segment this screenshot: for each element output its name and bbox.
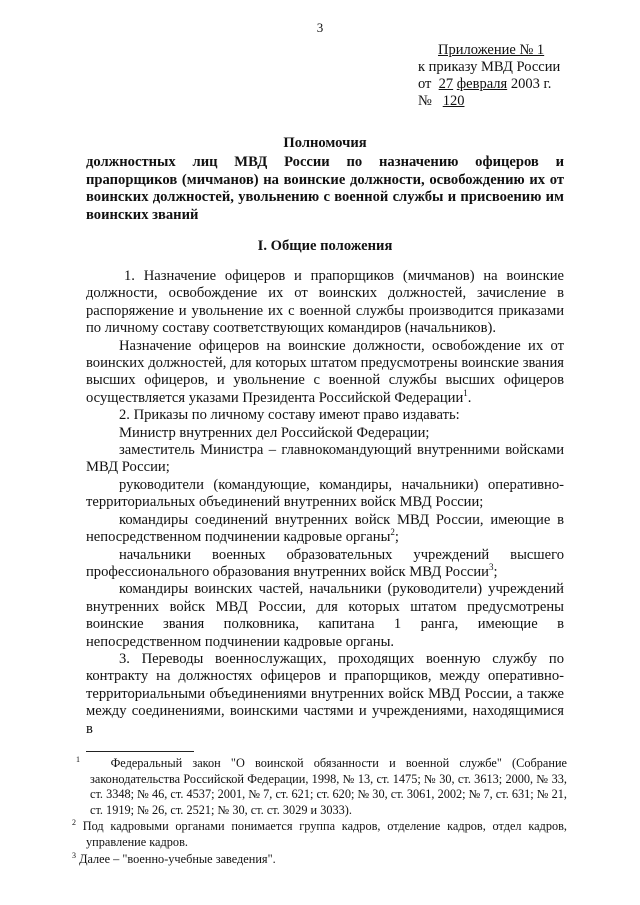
paragraph — [86, 512, 564, 547]
footnote-ref: 3 — [488, 562, 494, 573]
paragraph: 3. Переводы военнослужащих, проходящих военную службу по контракту на должностях офицеров и прапорщиков, между оперативно-территориальными объединениями внутренних войск МВД России, а также между соединениями, воинскими частями и учреждениями, находящимися в — [86, 650, 564, 737]
appendix-number-prefix: № — [418, 93, 432, 109]
paragraph-end: ; — [394, 529, 399, 546]
paragraph-text: Назначение офицеров на воинские должности, освобождение их от воинских должностей, для которых штатом предусмотрены воинские звания высших офицеров, и увольнение с военной службы высших офицеров осуществляется указами Президента Российской Федерации — [86, 337, 564, 406]
document-title: Полномочия — [283, 135, 367, 151]
footnote-text: Федеральный закон "О воинской обязанности и военной службе" (Собрание законодательства Российской Федерации, 1998, № 13, ст. 1475; № 30, ст. 3613; 2000, № 33, ст. 3348; № 46, ст. 4537; 2001, № 7, ст. 621; ст. 620; № 30, ст. 3061, 2002; № 7, ст. 631; № 21, ст. 1919; № 26, ст. 2521; № 30, ст. ст. 3029 и 3033). — [90, 756, 567, 817]
footnote-divider — [86, 751, 194, 752]
footnote-ref: 1 — [463, 387, 468, 398]
footnote-mark: 3 — [72, 850, 76, 860]
document-subtitle: должностных лиц МВД России по назначению офицеров и прапорщиков (мичманов) на воинские должности, освобождению их от воинских должностей, увольнению с военной службы и присвоению им воинских званий — [86, 154, 564, 223]
footnote-text: Далее – "военно-учебные заведения". — [79, 851, 276, 866]
appendix-date-year: 2003 г. — [510, 76, 552, 92]
footnote-mark: 1 — [76, 754, 80, 764]
paragraph-end: ; — [493, 563, 498, 580]
page-number: 3 — [316, 20, 324, 35]
footnotes — [72, 756, 567, 868]
paragraph: 2. Приказы по личному составу имеют право издавать: — [119, 407, 460, 424]
appendix-number-value: 120 — [442, 93, 465, 109]
paragraph: Министр внутренних дел Российской Федерации; — [119, 424, 430, 441]
appendix-date-month: февраля — [456, 76, 508, 92]
footnote-ref: 2 — [390, 527, 395, 538]
appendix-order-ref: к приказу МВД России — [418, 59, 561, 75]
footnote-text: Под кадровыми органами понимается группа кадров, отделение кадров, отдел кадров, управление кадров. — [82, 819, 567, 849]
appendix-number — [418, 93, 560, 110]
appendix-date-prefix: от — [418, 76, 432, 92]
footnote-3 — [72, 852, 567, 868]
paragraph: командиры воинских частей, начальники (руководители) учреждений внутренних войск МВД России, для которых штатом предусмотрены воинские звания полковника, капитана 1 ранга, имеющие в непосредственном подчинении кадровые органы. — [86, 581, 564, 650]
appendix-date — [418, 76, 560, 93]
footnote-1 — [72, 756, 567, 818]
appendix-header — [418, 42, 560, 110]
paragraph: заместитель Министра – главнокомандующий внутренними войсками МВД России; — [86, 442, 564, 476]
appendix-title: Приложение № 1 — [438, 42, 545, 58]
paragraph: руководители (командующие, командиры, начальники) оперативно-территориальных объединений внутренних войск МВД России; — [86, 476, 564, 511]
footnote-2 — [72, 819, 567, 850]
paragraph — [86, 338, 564, 408]
paragraph-text: начальники военных образовательных учреждений высшего профессионального образования внутренних войск МВД России — [86, 546, 564, 580]
footnote-mark: 2 — [72, 818, 76, 828]
section-heading: I. Общие положения — [257, 238, 393, 254]
paragraph: 1. Назначение офицеров и прапорщиков (мичманов) на воинские должности, освобождение их от воинских должностей, зачисление в распоряжение и увольнение их с военной службы производится приказами по личному составу соответствующих командиров (начальников). — [86, 268, 564, 337]
body-text — [86, 268, 564, 738]
paragraph — [86, 547, 564, 582]
paragraph-end: . — [467, 389, 472, 406]
paragraph-text: командиры соединений внутренних войск МВД России, имеющие в непосредственном подчинении кадровые органы — [86, 511, 564, 546]
appendix-date-day: 27 — [438, 76, 454, 92]
